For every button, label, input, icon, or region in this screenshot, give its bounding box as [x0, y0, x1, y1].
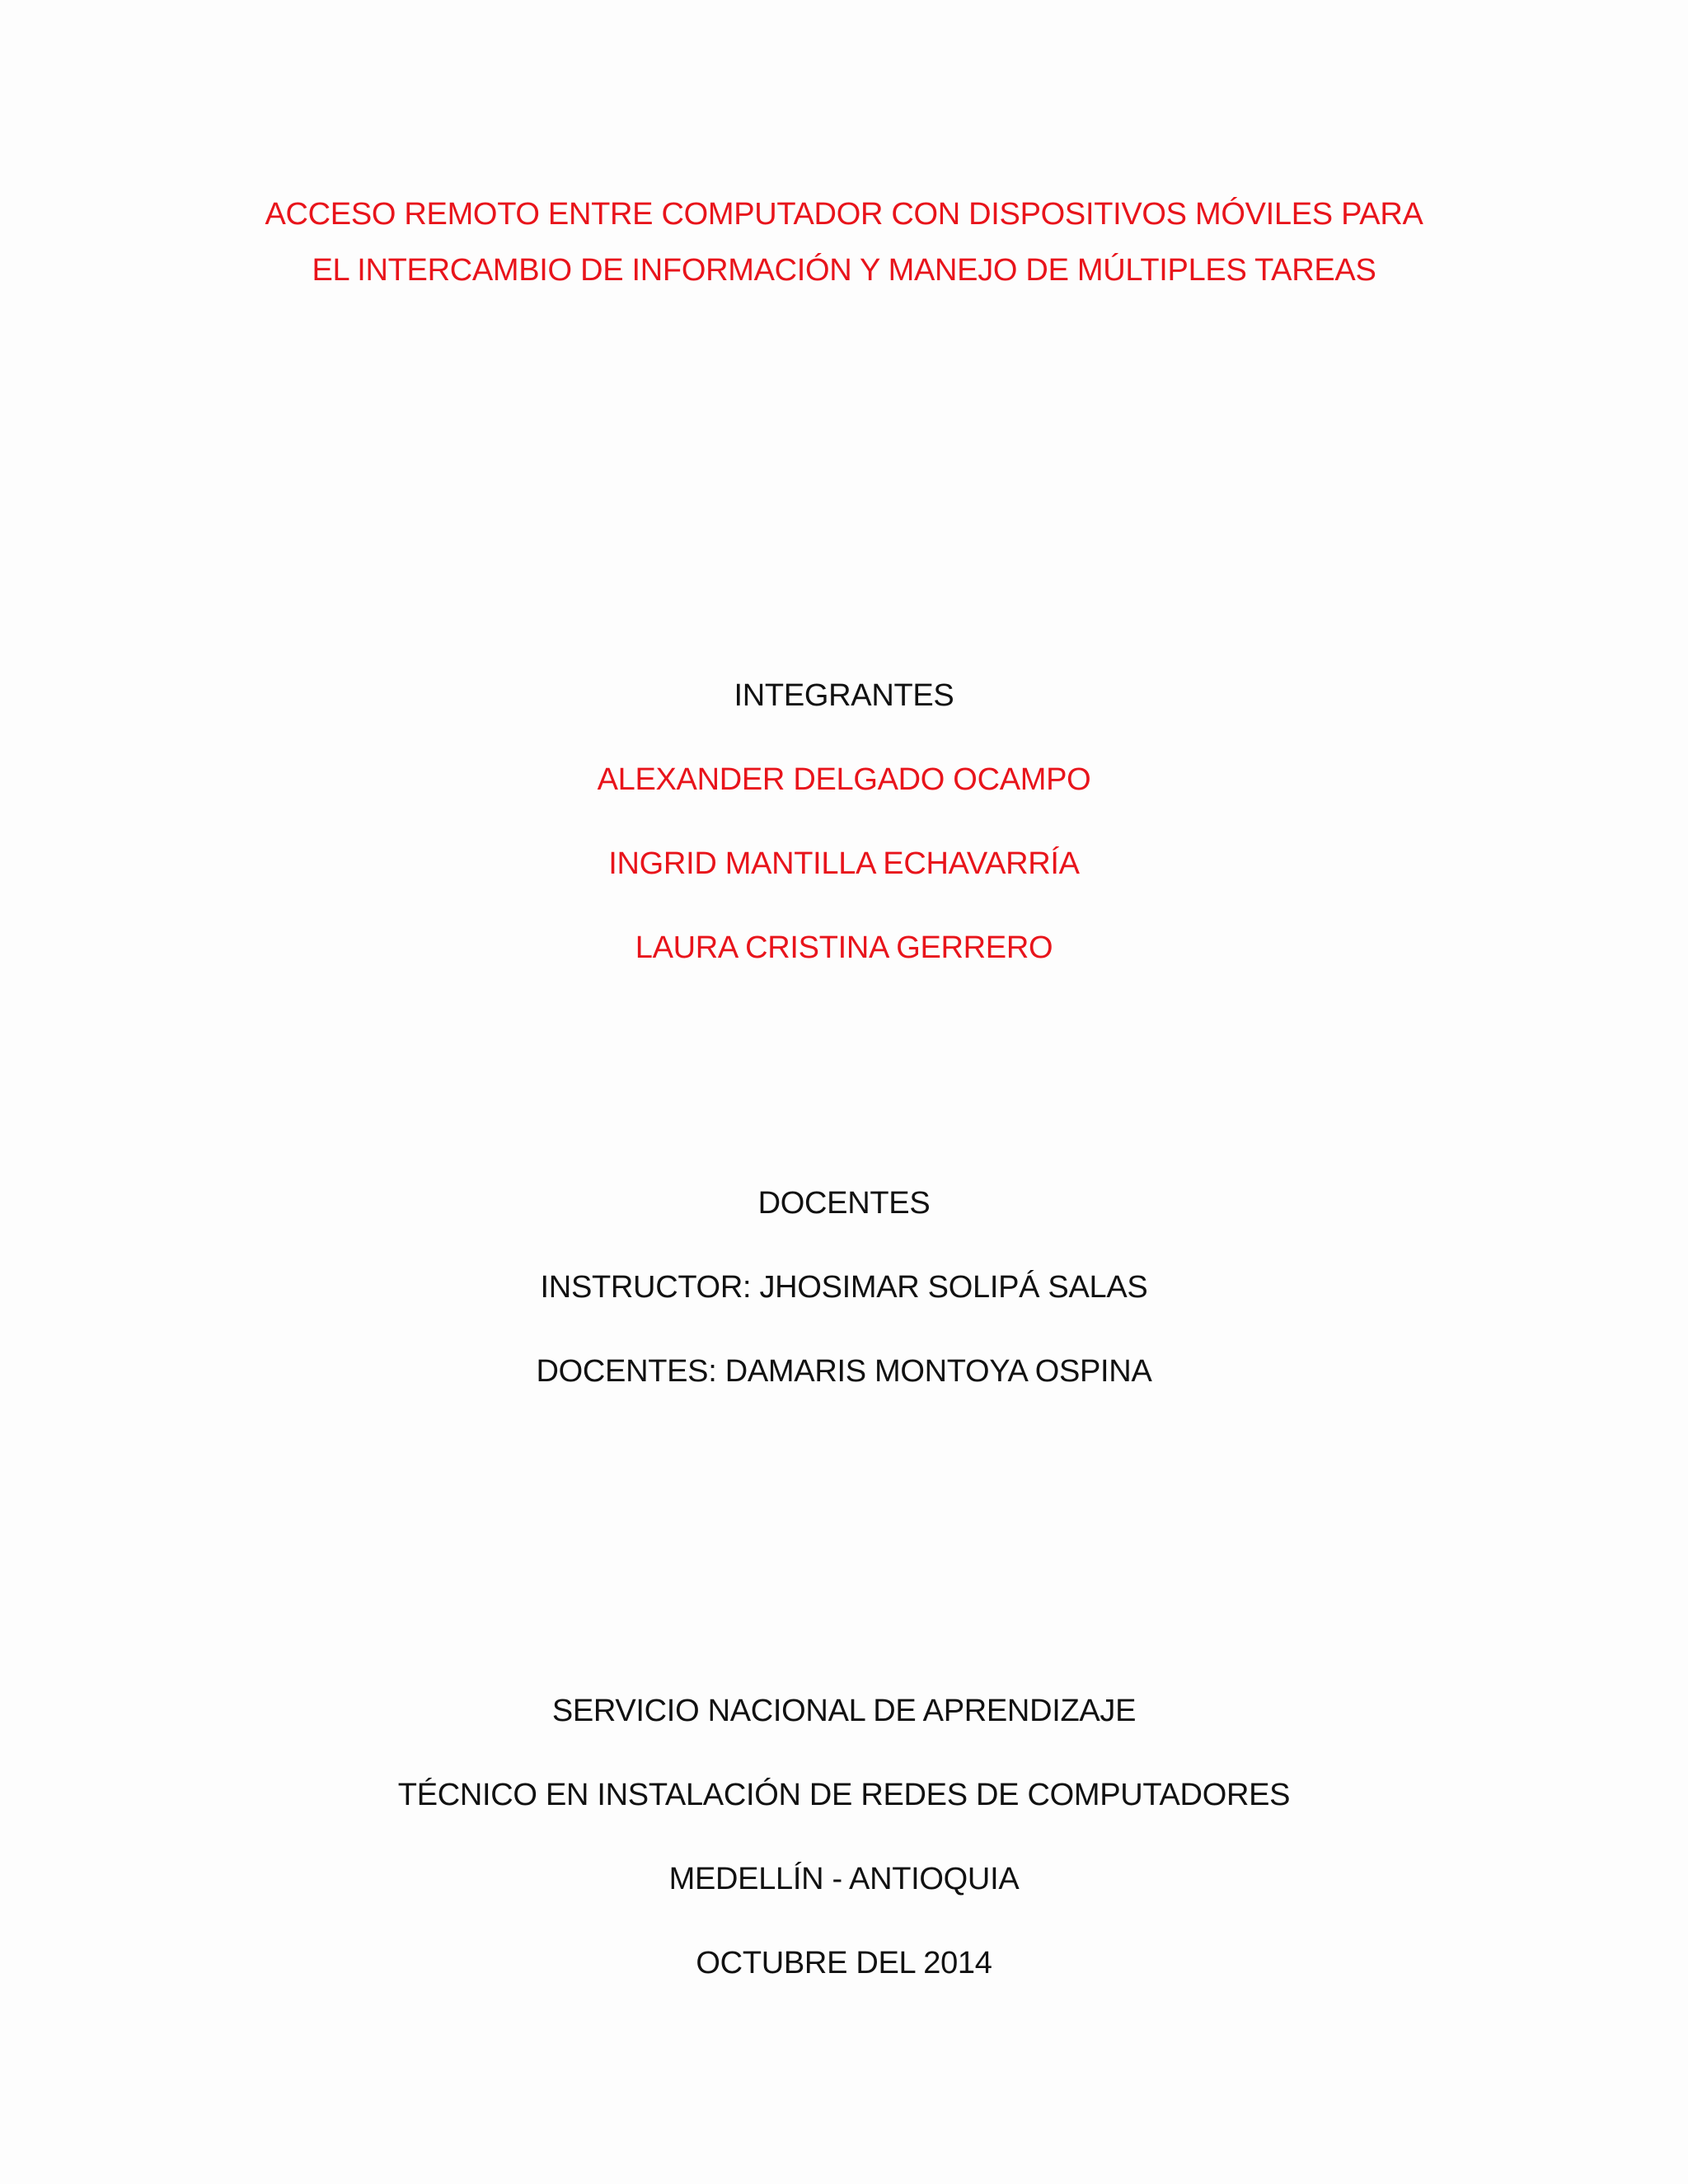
date: OCTUBRE DEL 2014	[696, 1946, 992, 1980]
program-name: TÉCNICO EN INSTALACIÓN DE REDES DE COMPUTADORES	[397, 1778, 1291, 1812]
instructor-line: INSTRUCTOR: JHOSIMAR SOLIPÁ SALAS	[540, 1270, 1148, 1305]
member-name: ALEXANDER DELGADO OCAMPO	[597, 762, 1091, 797]
docentes-line: DOCENTES: DAMARIS MONTOYA OSPINA	[536, 1354, 1152, 1389]
location: MEDELLÍN - ANTIOQUIA	[668, 1862, 1020, 1896]
docentes-heading: DOCENTES	[757, 1186, 931, 1221]
title-line-1: ACCESO REMOTO ENTRE COMPUTADOR CON DISPOSITIVOS MÓVILES PARA	[265, 197, 1423, 232]
member-name: LAURA CRISTINA GERRERO	[635, 930, 1053, 965]
title-line-2: EL INTERCAMBIO DE INFORMACIÓN Y MANEJO DE MÚLTIPLES TAREAS	[312, 253, 1376, 288]
institution-name: SERVICIO NACIONAL DE APRENDIZAJE	[551, 1694, 1137, 1728]
member-name: INGRID MANTILLA ECHAVARRÍA	[608, 846, 1080, 881]
integrantes-heading: INTEGRANTES	[734, 678, 954, 713]
